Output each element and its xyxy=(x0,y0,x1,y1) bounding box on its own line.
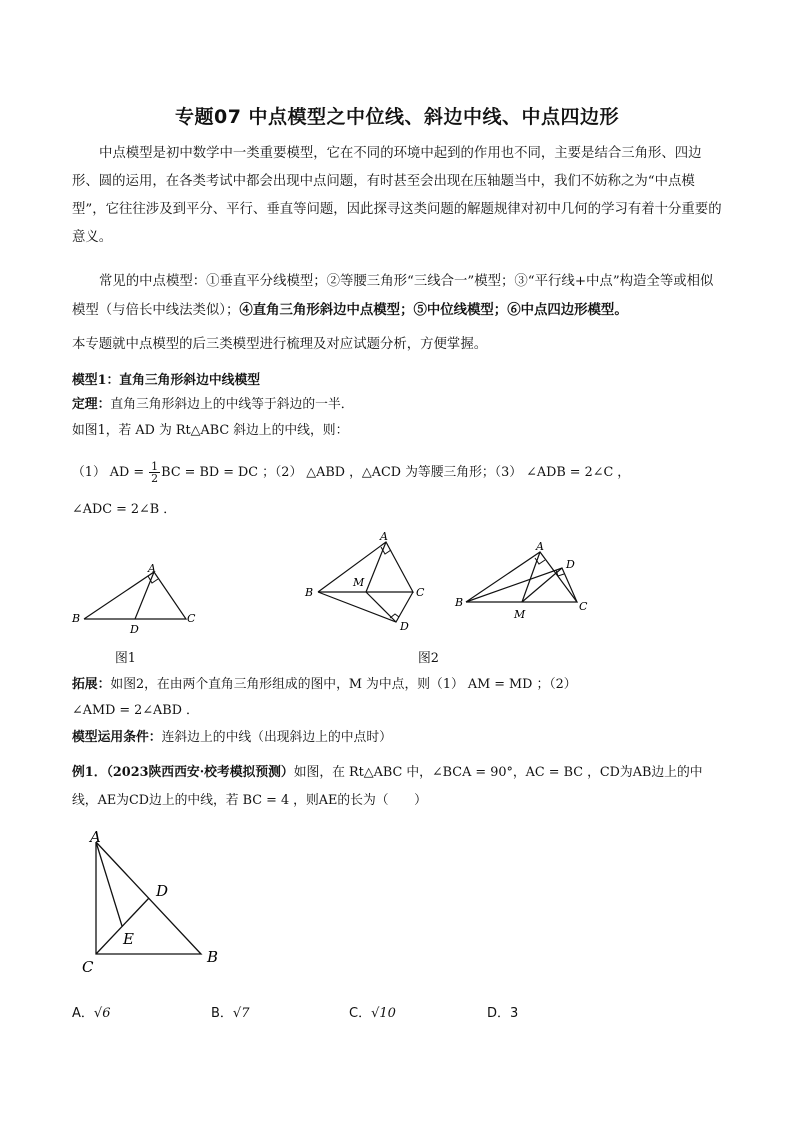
usage-condition-label: 模型运用条件： xyxy=(72,730,162,745)
page-title: 专题07 中点模型之中位线、斜边中线、中点四边形 xyxy=(174,106,620,128)
example-1-text-1: 如图，在 Rt△ABC 中，∠BCA = 90°，AC = BC ，CD为AB边上的中 xyxy=(293,765,703,780)
figure-2-caption: 图2 xyxy=(418,651,439,666)
fig1-triangle xyxy=(84,572,186,619)
model1-heading: 模型1：直角三角形斜边中线模型 xyxy=(72,373,261,388)
conclusion-1a: （1） AD = xyxy=(72,465,149,480)
option-a-value: √6 xyxy=(93,1006,111,1021)
fig2-triangle-abc xyxy=(318,542,413,592)
fig2-label-d: D xyxy=(400,620,409,633)
example-label-a: A xyxy=(90,828,101,846)
fig1-label-a: A xyxy=(148,562,156,575)
option-b-letter: B． xyxy=(211,1006,233,1021)
fig1-label-d: D xyxy=(130,623,139,636)
fig1-label-c: C xyxy=(187,612,196,625)
example-label-d: D xyxy=(156,882,169,900)
option-a[interactable] xyxy=(72,1002,110,1021)
fig3-label-d: D xyxy=(566,558,575,571)
figure1-intro: 如图1，若 AD 为 Rt△ABC 斜边上的中线，则： xyxy=(72,423,349,438)
example-1-line-1 xyxy=(72,762,722,784)
fraction-numerator: 1 xyxy=(151,460,159,473)
usage-condition xyxy=(72,727,722,749)
extension-text: 如图2，在由两个直角三角形组成的图中，M 为中点，则（1） AM = MD ；（2） xyxy=(110,677,577,692)
example-label-c: C xyxy=(82,958,94,974)
fig3-label-a: A xyxy=(536,540,544,553)
option-d-value: 3 xyxy=(510,1006,519,1021)
figure-1 xyxy=(68,556,208,638)
extension-line-1 xyxy=(72,674,722,696)
fig2-segment-md xyxy=(366,592,396,622)
option-b-value: √7 xyxy=(232,1006,250,1021)
conclusion-1b: BC = BD = DC ；（2） △ABD ，△ACD 为等腰三角形；（3） ∠ADB = 2∠C ， xyxy=(161,465,631,480)
intro-paragraph-3: 本专题就中点模型的后三类模型进行梳理及对应试题分析，方便掌握。 xyxy=(72,337,488,352)
option-a-letter: A． xyxy=(72,1006,94,1021)
fig3-triangle-bdc xyxy=(466,568,577,602)
intro-p2-text: 常见的中点模型：①垂直平分线模型；②等腰三角形“三线合一”模型；③“平行线+中点”构造全等或相似模型（与倍长中线法类似）； xyxy=(72,274,714,318)
intro-paragraph-1: 中点模型是初中数学中一类重要模型，它在不同的环境中起到的作用也不同，主要是结合三角形、四边形、圆的运用，在各类考试中都会出现中点问题，有时甚至会出现在压轴题当中，我们不妨称之为“中点模型”，它往往涉及到平分、平行、垂直等问题，因此探寻这类问题的解题规律对初中几何的学习有着十分重要的意义。 xyxy=(72,146,722,245)
fig3-label-b: B xyxy=(455,596,464,609)
example-label-e: E xyxy=(123,930,134,948)
option-d[interactable] xyxy=(487,1002,518,1021)
fig2-label-c: C xyxy=(416,586,425,599)
usage-condition-text: 连斜边上的中线（出现斜边上的中点时） xyxy=(161,730,392,745)
fig3-label-m: M xyxy=(514,608,526,621)
theorem-text: 直角三角形斜边上的中线等于斜边的一半． xyxy=(110,397,354,412)
theorem-line xyxy=(72,394,722,416)
option-b[interactable] xyxy=(211,1002,249,1021)
example-1-label: 例1． xyxy=(72,765,107,780)
example-1-source: （2023陕西西安·校考模拟预测） xyxy=(106,765,294,780)
extension-label: 拓展： xyxy=(72,677,111,692)
fig2-triangle-bdc xyxy=(318,592,413,622)
example-median-ae xyxy=(96,842,122,926)
fig2-right-angle-mark-d xyxy=(390,614,399,618)
fig3-triangle-abc xyxy=(466,552,577,602)
fraction-one-half xyxy=(149,461,160,484)
example-1-figure xyxy=(76,824,236,974)
intro-paragraph-2 xyxy=(72,268,722,325)
conclusion-line-2: ∠ADC = 2∠B ． xyxy=(72,502,177,517)
example-1-line-2: 线，AE为CD边上的中线，若 BC = 4 ，则AE的长为（ ） xyxy=(72,793,427,808)
fig2-label-m: M xyxy=(353,576,365,589)
option-c-letter: C． xyxy=(349,1006,372,1021)
fig3-label-c: C xyxy=(579,600,588,613)
option-d-letter: D． xyxy=(487,1006,511,1021)
fig2-label-a: A xyxy=(380,530,388,543)
option-c-value: √10 xyxy=(371,1006,396,1021)
theorem-label: 定理： xyxy=(72,397,111,412)
intro-p2-bold: ④直角三角形斜边中点模型；⑤中位线模型；⑥中点四边形模型。 xyxy=(239,302,628,318)
fig1-label-b: B xyxy=(72,612,81,625)
example-label-b: B xyxy=(207,948,219,966)
figure-2 xyxy=(298,528,438,636)
option-c[interactable] xyxy=(349,1002,396,1021)
extension-line-2: ∠AMD = 2∠ABD ． xyxy=(72,703,199,718)
fraction-denominator: 2 xyxy=(151,472,159,485)
figure-1-caption: 图1 xyxy=(115,651,136,666)
figure-3 xyxy=(452,538,592,624)
conclusion-line-1 xyxy=(72,461,722,484)
fig2-label-b: B xyxy=(305,586,314,599)
